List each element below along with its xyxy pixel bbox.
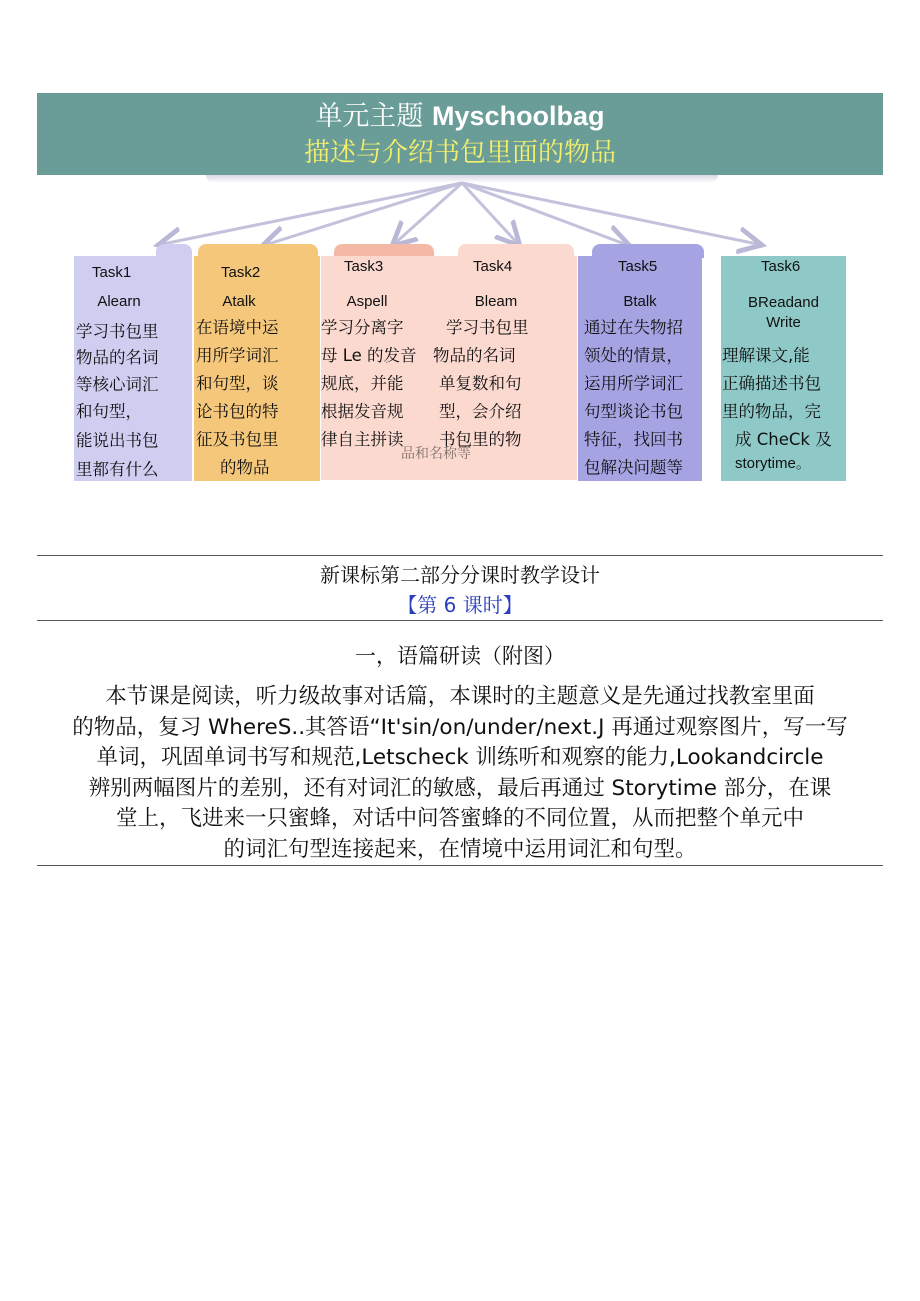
task3-desc-line: 律自主拼读: [321, 430, 404, 449]
paragraph-line: 单词，巩固单词书写和规范,Letscheck 训练听和观察的能力,Lookandcircle: [96, 745, 824, 771]
task4-desc-line: 单复数和句: [439, 374, 522, 393]
paragraph-line: 的词汇句型连接起来，在情境中运用词汇和句型。: [223, 836, 697, 862]
task1-desc-line: 里都有什么: [76, 460, 159, 479]
task4-desc-line: 书包里的物: [439, 430, 522, 449]
task6-label: Task6: [761, 258, 801, 275]
task4-desc-line: 物品的名词: [433, 346, 516, 365]
task6-desc-line: storytime。: [735, 455, 811, 472]
task5-subtitle: Btalk: [623, 293, 657, 310]
task1-subtitle: Alearn: [97, 293, 141, 310]
task1-desc-line: 等核心词汇: [76, 375, 159, 394]
task3-subtitle: Aspell: [346, 293, 388, 310]
unit-theme-title-cn: 单元主题: [315, 101, 424, 132]
paragraph-line: 的物品，复习 WhereS..其答语“It'sin/on/under/next.J 再通过观察图片，写一写: [72, 714, 848, 740]
task3-desc-line: 母 Le 的发音: [321, 346, 417, 365]
task2-desc-line: 在语境中运: [196, 318, 279, 337]
divider-bottom: [37, 865, 883, 866]
task4-desc-line: 品和名称等: [401, 446, 471, 462]
task5-desc-line: 运用所学词汇: [584, 374, 683, 393]
paragraph-line: 本节课是阅读，听力级故事对话篇，本课时的主题意义是先通过找教室里面: [105, 684, 815, 709]
task6-desc-line: 成 CheCk 及: [735, 430, 832, 449]
arrow-task1: [158, 183, 462, 245]
task4-label: Task4: [473, 258, 513, 275]
task4-desc-line: 型，会介绍: [439, 402, 522, 421]
task4-desc-line: 学习书包里: [446, 318, 529, 337]
task3-label: Task3: [344, 258, 384, 275]
task2-desc-line: 的物品: [220, 458, 270, 477]
task2-desc-line: 用所学词汇: [196, 346, 279, 365]
task5-desc-line: 通过在失物招: [584, 318, 683, 337]
section-heading: 新课标第二部分分课时教学设计: [320, 563, 600, 587]
task5-column: [578, 256, 702, 481]
divider-middle: [37, 620, 883, 621]
task6-column: [721, 256, 846, 481]
task1-desc-line: 能说出书包: [76, 431, 159, 450]
task6-desc-line: 理解课文,能: [722, 346, 810, 365]
task1-desc-line: 物品的名词: [76, 348, 159, 367]
task4-subtitle: Bleam: [474, 293, 518, 310]
task5-label: Task5: [618, 258, 658, 275]
task6-desc-line: 里的物品，完: [722, 402, 821, 421]
arrow-task3: [392, 183, 462, 246]
arrow-task2: [262, 183, 462, 246]
task6-desc-line: 正确描述书包: [722, 374, 821, 393]
part1-heading: 一，语篇研读（附图）: [355, 644, 565, 668]
task5-desc-line: 包解决问题等: [584, 458, 683, 477]
task5-desc-line: 特征，找回书: [584, 430, 683, 449]
task2-subtitle: Atalk: [222, 293, 256, 310]
divider-top: [37, 555, 883, 556]
task2-label: Task2: [221, 264, 261, 281]
task-arrows: [0, 0, 920, 270]
arrow-task6: [462, 183, 762, 245]
arrow-task5: [462, 183, 630, 246]
task5-desc-line: 领处的情景，: [584, 346, 683, 365]
part1-paragraph: [60, 682, 860, 866]
task3-desc-line: 根据发音规: [321, 402, 404, 421]
task5-desc-line: 句型谈论书包: [584, 402, 683, 421]
task6-subtitle: BReadand Write: [748, 294, 819, 331]
task2-desc-line: 征及书包里: [196, 430, 279, 449]
task1-column: [74, 256, 192, 481]
task3-desc-line: 规底，并能: [321, 374, 404, 393]
paragraph-line: 辨别两幅图片的差别，还有对词汇的敏感，最后再通过 Storytime 部分，在课: [88, 775, 832, 801]
task1-desc-line: 学习书包里: [76, 322, 159, 341]
task2-desc-line: 论书包的特: [196, 402, 279, 421]
paragraph-line: 堂上，飞进来一只蜜蜂，对话中问答蜜蜂的不同位置，从而把整个单元中: [115, 806, 804, 832]
task1-desc-line: 和句型，: [76, 402, 142, 421]
task3-desc-line: 学习分离字: [321, 318, 404, 337]
lesson-number-tag: 【第 6 课时】: [397, 593, 523, 617]
task2-desc-line: 和句型，谈: [196, 374, 279, 393]
unit-theme-title-en: Myschoolbag: [432, 101, 605, 131]
task2-column: [194, 256, 320, 481]
unit-theme-subtitle: 描述与介绍书包里面的物品: [303, 138, 616, 168]
task1-label: Task1: [92, 264, 132, 281]
task3-task4-column: [321, 256, 577, 480]
